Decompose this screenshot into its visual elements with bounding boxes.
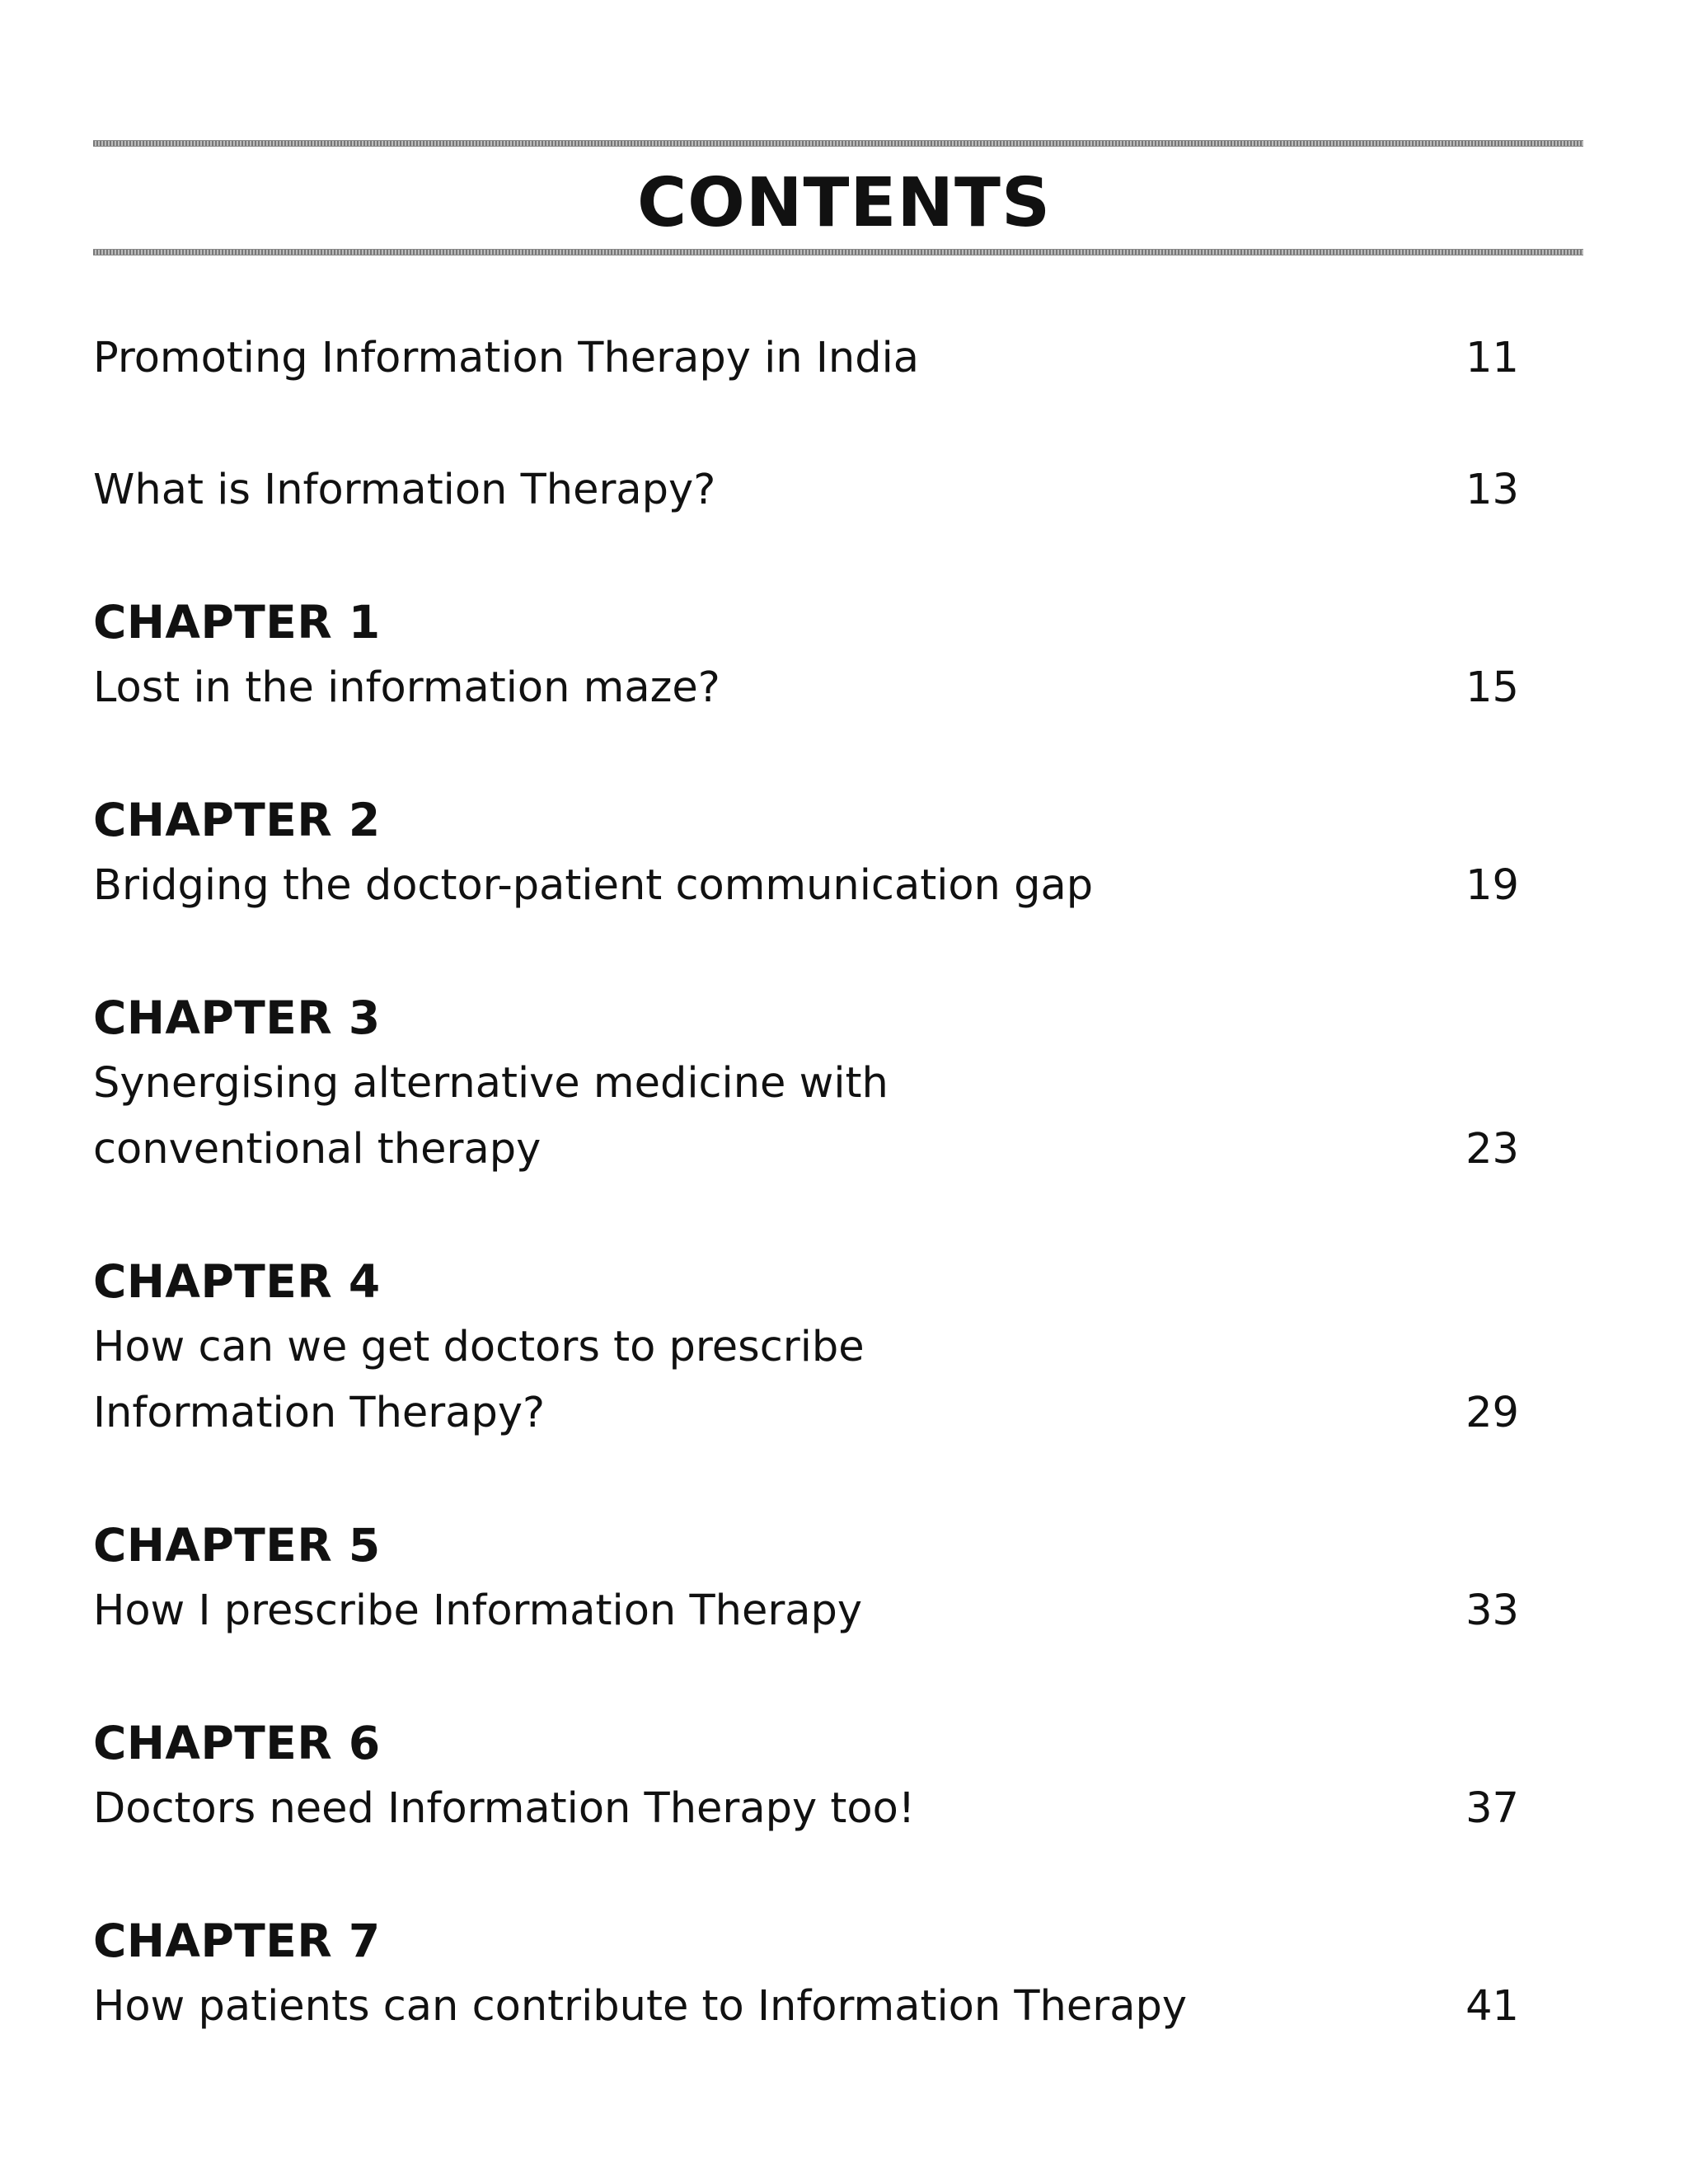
toc-page-number: 37 bbox=[1465, 1784, 1519, 1833]
toc-page-number: 29 bbox=[1465, 1389, 1519, 1437]
toc-entry-title-line: Promoting Information Therapy in India bbox=[93, 334, 919, 382]
toc-entry-row bbox=[93, 1315, 1519, 1380]
toc-entry-row bbox=[93, 1776, 1519, 1842]
toc-entry-row bbox=[93, 1974, 1519, 2040]
toc-entry-row bbox=[93, 1051, 1519, 1117]
toc-page-number: 13 bbox=[1465, 466, 1519, 514]
toc-entry-chapter-7[interactable] bbox=[93, 1908, 1519, 2040]
toc-page-number: 33 bbox=[1465, 1586, 1519, 1635]
toc-entry[interactable] bbox=[93, 326, 1519, 391]
toc-entry-title-line: What is Information Therapy? bbox=[93, 466, 716, 514]
toc-entry-row bbox=[93, 1380, 1519, 1446]
toc-page-number: 41 bbox=[1465, 1982, 1519, 2031]
chapter-label: CHAPTER 4 bbox=[93, 1255, 381, 1308]
chapter-label: CHAPTER 5 bbox=[93, 1519, 381, 1572]
toc-entry-title-line: Doctors need Information Therapy too! bbox=[93, 1784, 916, 1833]
toc-page-number: 15 bbox=[1465, 663, 1519, 712]
toc-entry-chapter-6[interactable] bbox=[93, 1710, 1519, 1842]
toc-entry-title-line: Lost in the information maze? bbox=[93, 663, 720, 712]
toc-entry-chapter-3[interactable] bbox=[93, 985, 1519, 1183]
chapter-label: CHAPTER 7 bbox=[93, 1915, 381, 1967]
toc-entry-row bbox=[93, 457, 1519, 523]
toc-page-number: 23 bbox=[1465, 1125, 1519, 1174]
top-rule bbox=[93, 140, 1583, 147]
bottom-rule bbox=[93, 249, 1583, 255]
chapter-label: CHAPTER 1 bbox=[93, 596, 381, 649]
toc-entry[interactable] bbox=[93, 457, 1519, 523]
chapter-label: CHAPTER 3 bbox=[93, 991, 381, 1044]
toc-entry-title-line: conventional therapy bbox=[93, 1125, 542, 1174]
toc-entry-chapter-5[interactable] bbox=[93, 1512, 1519, 1644]
toc-entry-chapter-4[interactable] bbox=[93, 1249, 1519, 1446]
toc-entry-chapter-1[interactable] bbox=[93, 589, 1519, 721]
toc-entry-title-line: How can we get doctors to prescribe bbox=[93, 1323, 865, 1371]
toc-entry-row bbox=[93, 1117, 1519, 1183]
toc-entry-title-line: Bridging the doctor-patient communication gap bbox=[93, 861, 1094, 910]
toc-entry-row bbox=[93, 1578, 1519, 1644]
toc-page-number: 11 bbox=[1465, 334, 1519, 382]
chapter-label: CHAPTER 2 bbox=[93, 794, 381, 846]
chapter-label: CHAPTER 6 bbox=[93, 1717, 381, 1769]
toc-entry-title-line: How I prescribe Information Therapy bbox=[93, 1586, 863, 1635]
toc-entry-row bbox=[93, 326, 1519, 391]
toc-entry-row bbox=[93, 853, 1519, 919]
toc-entry-row bbox=[93, 655, 1519, 721]
toc-entry-title-line: How patients can contribute to Information Therapy bbox=[93, 1982, 1188, 2031]
toc-page-number: 19 bbox=[1465, 861, 1519, 910]
toc-entry-chapter-2[interactable] bbox=[93, 787, 1519, 919]
toc-entry-title-line: Information Therapy? bbox=[93, 1389, 546, 1437]
page-title: CONTENTS bbox=[636, 164, 1052, 242]
toc-entry-title-line: Synergising alternative medicine with bbox=[93, 1059, 889, 1108]
